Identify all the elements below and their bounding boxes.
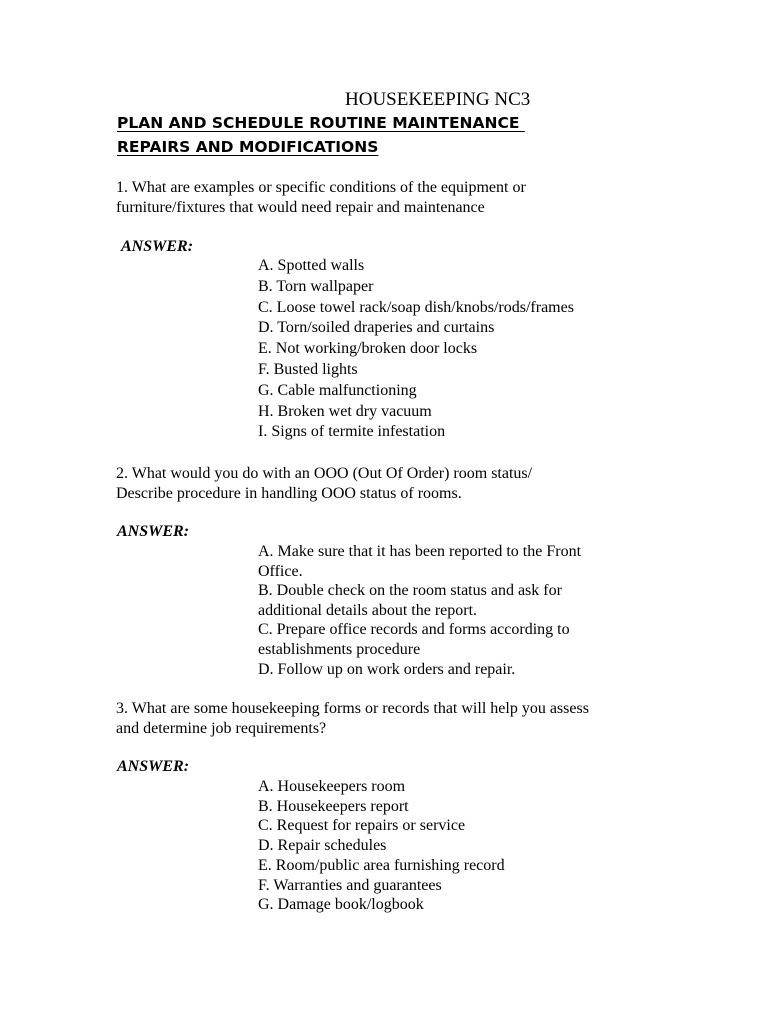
question-1: [116, 178, 676, 218]
answer-2-item-c-line-1: C. Prepare office records and forms according to: [258, 621, 570, 639]
answer-3-item-e: [258, 856, 658, 876]
document-subtitle-line-2: REPAIRS AND MODIFICATIONS: [117, 138, 379, 156]
question-1-line-2: furniture/fixtures that would need repair and maintenance: [116, 199, 485, 216]
answer-2-label: ANSWER:: [117, 523, 190, 540]
answer-1-item-h-text: H. Broken wet dry vacuum: [258, 402, 432, 420]
answer-1-item-d: [258, 318, 658, 339]
answer-3-item-a-text: A. Housekeepers room: [258, 778, 406, 795]
answer-1-item-h: [258, 402, 658, 423]
answer-1-item-f: [258, 360, 658, 381]
answer-1-item-i-text: I. Signs of termite infestation: [258, 423, 446, 441]
answer-3-list: [258, 777, 658, 915]
answer-1-list: [258, 256, 658, 443]
answer-1-item-d-text: D. Torn/soiled draperies and curtains: [258, 319, 495, 337]
answer-1-item-b-text: B. Torn wallpaper: [258, 277, 374, 295]
question-3-line-1: 3. What are some housekeeping forms or records that will help you assess: [116, 700, 589, 717]
answer-1-item-e: [258, 339, 658, 360]
answer-3-item-e-text: E. Room/public area furnishing record: [258, 856, 505, 874]
answer-1-item-i: [258, 422, 658, 443]
answer-3-item-c: [258, 816, 658, 836]
answer-1-item-f-text: F. Busted lights: [258, 360, 358, 378]
answer-2-item-b-line-1: B. Double check on the room status and ask for: [258, 582, 562, 600]
answer-3-item-d-text: D. Repair schedules: [258, 837, 387, 855]
question-2: [116, 464, 676, 504]
answer-1-item-g: [258, 381, 658, 402]
answer-1-item-e-text: E. Not working/broken door locks: [258, 340, 478, 358]
answer-3-item-g: [258, 895, 658, 915]
answer-2-item-b: [258, 581, 658, 620]
question-2-line-2: Describe procedure in handling OOO status of rooms.: [116, 485, 462, 502]
answer-2-item-c: [258, 620, 658, 659]
answer-2-list: [258, 542, 658, 679]
answer-3-item-g-text: G. Damage book/logbook: [258, 896, 424, 914]
document-subtitle-line-1: PLAN AND SCHEDULE ROUTINE MAINTENANCE: [117, 114, 525, 132]
answer-3-item-f: [258, 876, 658, 896]
answer-3-item-b-text: B. Housekeepers report: [258, 797, 409, 815]
answer-3-item-a: [258, 777, 658, 797]
question-2-line-1: 2. What would you do with an OOO (Out Of Order) room status/: [116, 465, 533, 482]
answer-1-item-a: [258, 256, 658, 277]
document-title: HOUSEKEEPING NC3: [345, 89, 531, 110]
question-3: [116, 699, 676, 739]
answer-1-item-g-text: G. Cable malfunctioning: [258, 381, 417, 399]
answer-2-item-d: [258, 660, 658, 680]
answer-2-item-d-line-1: D. Follow up on work orders and repair.: [258, 660, 516, 678]
answer-2-item-b-line-2: additional details about the report.: [258, 601, 478, 619]
answer-1-item-c-text: C. Loose towel rack/soap dish/knobs/rods/frames: [258, 298, 574, 316]
answer-3-label: ANSWER:: [117, 758, 190, 775]
answer-3-item-d: [258, 836, 658, 856]
answer-1-item-c: [258, 298, 658, 319]
question-3-line-2: and determine job requirements?: [116, 720, 327, 737]
answer-1-item-b: [258, 277, 658, 298]
answer-2-item-c-line-2: establishments procedure: [258, 640, 421, 658]
question-1-line-1: 1. What are examples or specific conditions of the equipment or: [116, 179, 526, 196]
answer-1-label: ANSWER:: [121, 238, 194, 255]
answer-2-item-a: [258, 542, 658, 581]
answer-3-item-b: [258, 797, 658, 817]
answer-2-item-a-line-1: A. Make sure that it has been reported to the Front: [258, 543, 582, 560]
answer-3-item-c-text: C. Request for repairs or service: [258, 817, 466, 835]
answer-3-item-f-text: F. Warranties and guarantees: [258, 876, 442, 894]
answer-2-item-a-line-2: Office.: [258, 562, 303, 580]
answer-1-item-a-text: A. Spotted walls: [258, 257, 365, 274]
